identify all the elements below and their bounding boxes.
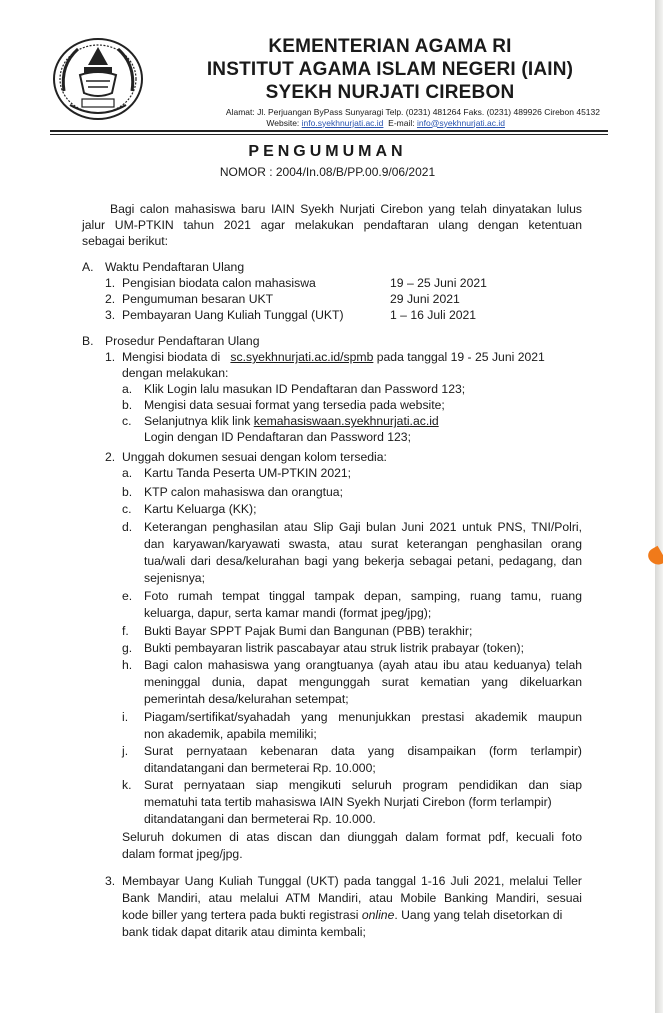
ministry-name: KEMENTERIAN AGAMA RI [268,36,512,57]
sub-label: b. [122,398,133,412]
sub-item: Kartu Tanda Peserta UM-PTKIN 2021; [144,466,352,480]
schedule-item: Pembayaran Uang Kuliah Tunggal (UKT) [122,308,344,322]
sub-item-cont: ditandatangani dan bermeterai Rp. 10.000. [144,812,376,826]
sub-item: Bagi calon mahasiswa yang orangtuanya (ayah atau ibu atau keduanya) telah [144,658,582,672]
step-1-line [122,350,545,366]
sub-label: a. [122,382,133,396]
step-2-closing: dalam format jpeg/jpg. [122,847,243,861]
sub-item-cont: keluarga, dapur, serta kamar mandi (format jpeg/jpg); [144,606,432,620]
sub-item-cont: dan karyawan/karyawati swasta, atau surat keterangan penghasilan orang [144,537,582,551]
spmb-link[interactable]: sc.syekhnurjati.ac.id/spmb [230,350,374,364]
header-rule-thick [50,130,608,132]
institute-subname: SYEKH NURJATI CIREBON [265,82,515,103]
section-b-label: B. [82,334,94,348]
website-link[interactable]: info.syekhnurjati.ac.id [301,117,384,128]
step-3-line [122,908,562,924]
sub-label: h. [122,658,133,672]
contact-line [150,118,600,129]
step-3-line3-post: . Uang yang telah disetorkan di [394,908,563,922]
sub-item-cont: mematuhi tata tertib mahasiswa IAIN Syekh Nurjati Cirebon (form terlampir) [144,795,552,809]
sub-item: Keterangan penghasilan atau Slip Gaji bulan Juni 2021 untuk PNS, TNI/Polri, [144,520,582,534]
sub-item-cont: meninggal dunia, dapat mengunggah surat kematian yang dikeluarkan [144,675,582,689]
sub-item-cont: sejenisnya; [144,571,205,585]
step-3-line3-online: online [361,908,395,922]
sub-label: k. [122,778,132,792]
step-num: 3. [105,874,116,888]
sub-item-cont: tua/wali dari desa/kelurahan bagi yang bekerja sebagai petani, pedagang, dan [144,554,582,568]
step-2-title: Unggah dokumen sesuai dengan kolom tersedia: [122,450,387,464]
section-a-label: A. [82,260,94,274]
iain-seal-logo-icon [50,35,146,123]
sub-c-pre: Selanjutnya klik link [144,414,251,428]
step-1-pre: Mengisi biodata di [122,350,221,364]
intro-line: Bagi calon mahasiswa baru IAIN Syekh Nurjati Cirebon yang telah dinyatakan lulus [110,202,582,216]
email-label: E-mail: [388,117,415,128]
address-line: Alamat: Jl. Perjuangan ByPass Sunyaragi Telp. (0231) 481264 Faks. (0231) 489926 Cirebon 45132 [225,107,600,117]
sub-item: Foto rumah tempat tinggal tampak depan, samping, ruang tamu, ruang [144,589,582,603]
sub-item-cont: ditandatangani dan bermeterai Rp. 10.000; [144,761,376,775]
sub-item: Bukti Bayar SPPT Pajak Bumi dan Bangunan (PBB) terakhir; [144,624,473,638]
schedule-item: Pengumuman besaran UKT [122,292,274,306]
intro-line: jalur UM-PTKIN tahun 2021 agar melakukan pendaftaran ulang dengan ketentuan [82,218,582,232]
kemahasiswaan-link[interactable]: kemahasiswaan.syekhnurjati.ac.id [253,414,439,428]
header-rule-thin [50,134,608,135]
step-3-line: Membayar Uang Kuliah Tunggal (UKT) pada tanggal 1-16 Juli 2021, melalui Teller [122,874,582,888]
sub-label: c. [122,414,132,428]
step-num: 1. [105,350,116,364]
step-num: 2. [105,450,116,464]
schedule-num: 1. [105,276,116,290]
sub-label: f. [122,624,129,638]
email-link[interactable]: info@syekhnurjati.ac.id [416,117,505,128]
document-number: NOMOR : 2004/In.08/B/PP.00.9/06/2021 [219,165,436,179]
sub-label: b. [122,485,133,499]
sub-label: g. [122,641,133,655]
intro-line: sebagai berikut: [82,234,169,248]
website-label: Website: [266,117,300,128]
institute-name: INSTITUT AGAMA ISLAM NEGERI (IAIN) [206,59,574,80]
letterhead [150,35,630,104]
document-title: PENGUMUMAN [248,143,407,160]
section-b-title: Prosedur Pendaftaran Ulang [105,334,260,348]
sub-label: c. [122,502,132,516]
sub-item: Surat pernyataan siap mengikuti seluruh program pendidikan dan siap [144,778,582,792]
section-a-title: Waktu Pendaftaran Ulang [105,260,245,274]
sub-item-line2: Login dengan ID Pendaftaran dan Password 123; [144,430,411,444]
schedule-date: 19 – 25 Juni 2021 [390,276,487,290]
sub-item: Mengisi data sesuai format yang tersedia pada website; [144,398,445,412]
sub-item-cont: pemerintah desa/kelurahan setempat; [144,692,349,706]
schedule-num: 2. [105,292,116,306]
sub-label: j. [122,744,129,758]
sub-item: Surat pernyataan kebenaran data yang disampaikan (form terlampir) [144,744,582,758]
sub-item [144,414,439,430]
schedule-item: Pengisian biodata calon mahasiswa [122,276,316,290]
sub-item: KTP calon mahasiswa dan orangtua; [144,485,343,499]
sub-item-cont: non akademik, apabila memiliki; [144,727,317,741]
step-3-line3-pre: kode biller yang tertera pada bukti registrasi [122,908,359,922]
sub-item: Kartu Keluarga (KK); [144,502,257,516]
sub-label: d. [122,520,133,534]
page-edge-shadow [655,0,663,1013]
step-2-closing: Seluruh dokumen di atas discan dan diunggah dalam format pdf, kecuali foto [122,830,582,844]
schedule-num: 3. [105,308,116,322]
sub-item: Piagam/sertifikat/syahadah yang menunjukkan prestasi akademik maupun [144,710,582,724]
schedule-date: 29 Juni 2021 [390,292,460,306]
sub-label: i. [122,710,129,724]
sub-label: e. [122,589,133,603]
schedule-date: 1 – 16 Juli 2021 [390,308,477,322]
step-1-post: pada tanggal 19 - 25 Juni 2021 [376,350,545,364]
step-3-line: Bank Mandiri, atau melalui ATM Mandiri, atau Mobile Banking Mandiri, sesuai [122,891,582,905]
sub-label: a. [122,466,133,480]
letterhead-address [150,107,600,128]
step-3-line: bank tidak dapat ditarik atau diminta kembali; [122,925,366,939]
sub-item: Bukti pembayaran listrik pascabayar atau struk listrik prabayar (token); [144,641,525,655]
step-1-line2: dengan melakukan: [122,366,229,380]
sub-item: Klik Login lalu masukan ID Pendaftaran dan Password 123; [144,382,466,396]
